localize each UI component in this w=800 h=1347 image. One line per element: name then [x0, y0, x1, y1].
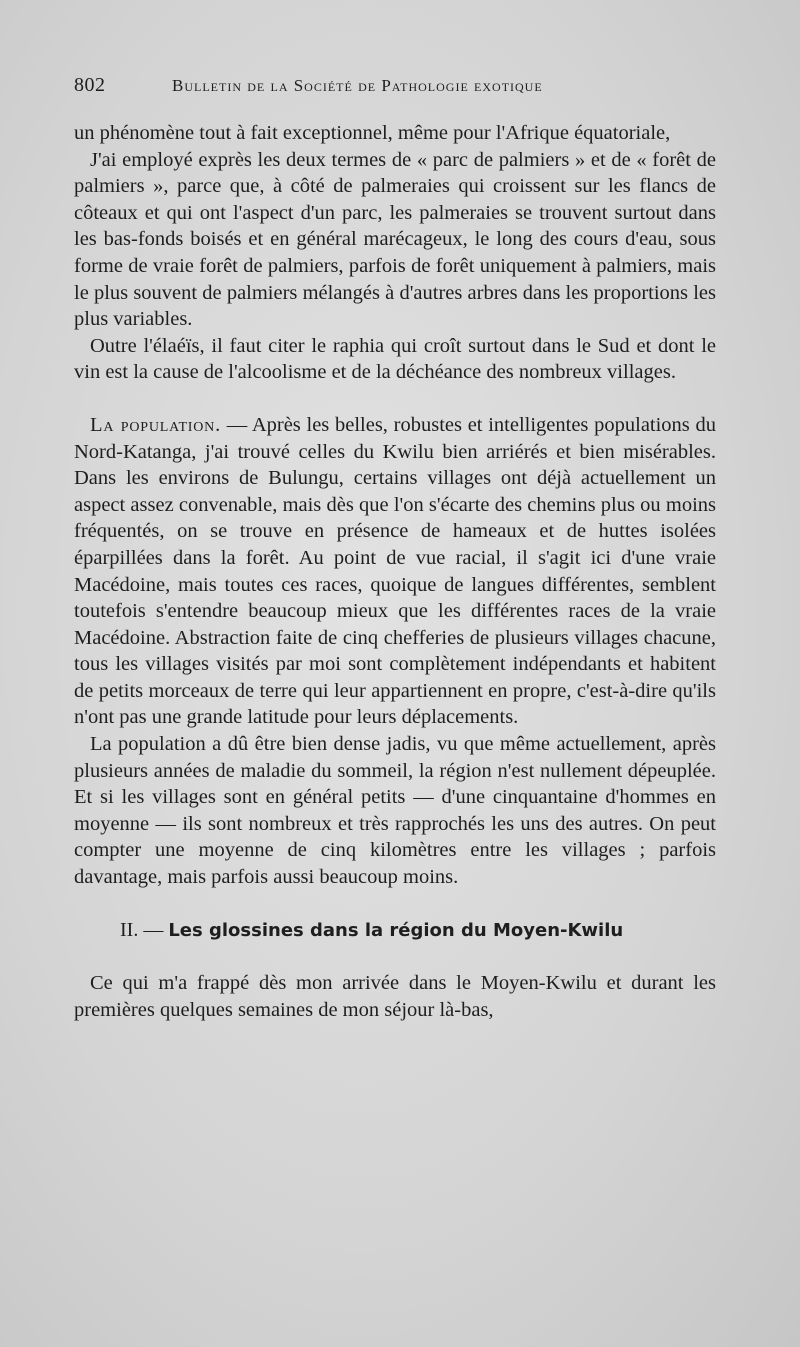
population-text: Après les belles, robustes et intelligentes populations du Nord-Katanga, j'ai trouvé celles du Kwilu bien arriérés et bien misérables. Dans les environs de Bulungu, certains villages ont déjà actuellement un aspect assez convenable, mais dès que l'on s'écarte des chemins plus ou moins fréquentés, on se trouve en présence de hameaux et de huttes isolées éparpillées dans la forêt. Au point de vue racial, il s'agit ici d'une vraie Macédoine, mais toutes ces races, quoique de langues différentes, semblent toutefois s'entendre beaucoup mieux que les différentes races de la vraie Macédoine. Abstraction faite de cinq chefferies de plusieurs villages chacune, tous les villages visités par moi sont complètement indépendants et habitent de petits morceaux de terre qui leur appartiennent en propre, c'est-à-dire qu'ils n'ont pas une grande latitude pour leurs déplacements. — [74, 413, 717, 729]
population-paragraph — [74, 412, 716, 731]
section-heading — [74, 917, 716, 945]
lead-dash: — — [221, 413, 252, 436]
paragraph: Ce qui m'a frappé dès mon arrivée dans le Moyen-Kwilu et durant les premières quelques semaines de mon séjour là-bas, — [74, 972, 716, 1021]
paragraph: un phénomène tout à fait exceptionnel, même pour l'Afrique équatoriale, — [74, 122, 671, 144]
section-number: II. — — [120, 918, 169, 941]
page-header — [74, 74, 734, 104]
body-text — [74, 120, 716, 1023]
section-lead: La population. — [90, 413, 222, 436]
paragraph: Outre l'élaéïs, il faut citer le raphia qui croît surtout dans le Sud et dont le vin est la cause de l'alcoolisme et de la déchéance des nombreux villages. — [74, 334, 716, 384]
running-title: Bulletin de la Société de Pathologie exotique — [172, 76, 543, 95]
paragraph: La population a dû être bien dense jadis, vu que même actuellement, après plusieurs années de maladie du sommeil, la région n'est nullement dépeuplée. Et si les villages sont en général petits — d'une cinquantaine d'hommes en moyenne — ils sont nombreux et très rapprochés les uns des autres. On peut compter une moyenne de cinq kilomètres entre les villages ; parfois davantage, mais parfois aussi beaucoup moins. — [74, 733, 716, 889]
section-title: Les glossines dans la région du Moyen-Kwilu — [168, 919, 624, 941]
page-number: 802 — [74, 74, 106, 96]
paragraph: J'ai employé exprès les deux termes de « parc de palmiers » et de « forêt de palmiers », parce que, à côté de palmeraies qui croissent sur les flancs de côteaux et qui ont l'aspect d'un parc, les palmeraies se trouvent surtout dans les bas-fonds boisés et en général marécageux, le long des cours d'eau, sous forme de vraie forêt de palmiers, parfois de forêt uniquement à palmiers, mais le plus souvent de palmiers mélangés à d'autres arbres dans les proportions les plus variables. — [74, 148, 716, 331]
